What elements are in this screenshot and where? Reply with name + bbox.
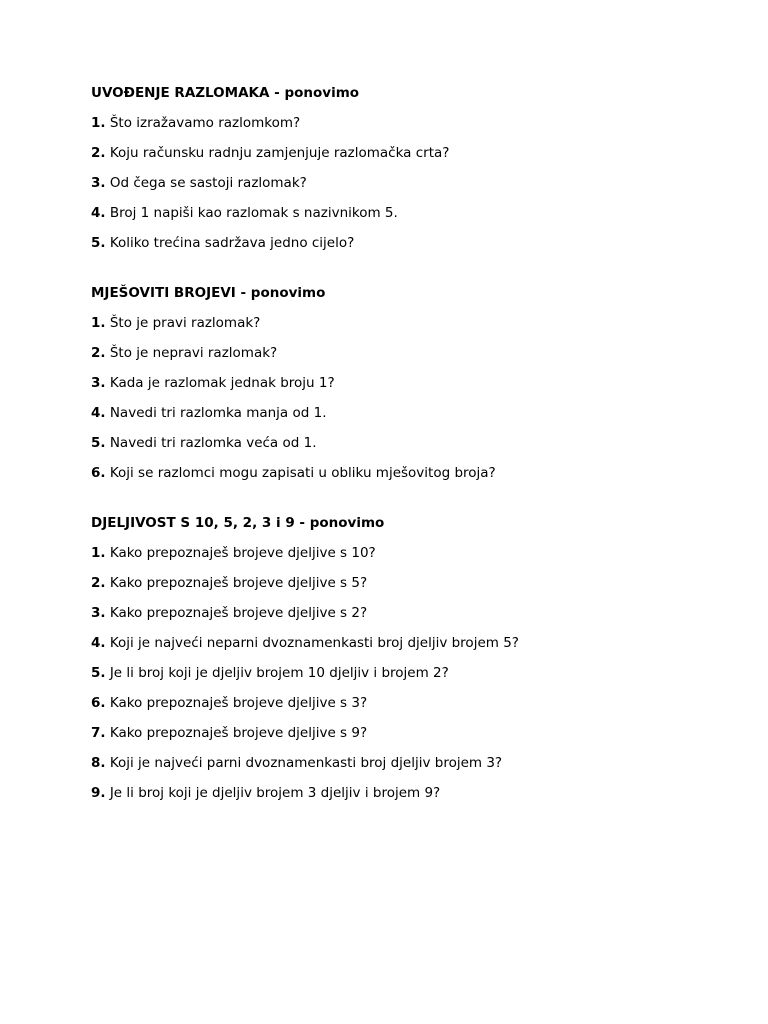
- question-number: 6.: [91, 695, 106, 711]
- question-item: [91, 313, 731, 333]
- question-item: [91, 373, 731, 393]
- question-number: 2.: [91, 345, 106, 361]
- question-number: 4.: [91, 635, 106, 651]
- question-item: [91, 113, 731, 133]
- question-item: [91, 783, 731, 803]
- question-item: [91, 663, 731, 683]
- question-text: Koji je najveći parni dvoznamenkasti broj djeljiv brojem 3?: [109, 755, 503, 771]
- question-text: Navedi tri razlomka manja od 1.: [109, 405, 327, 421]
- section-djeljivost: [91, 513, 731, 803]
- question-item: [91, 403, 731, 423]
- question-text: Navedi tri razlomka veća od 1.: [109, 435, 317, 451]
- question-text: Kako prepoznaješ brojeve djeljive s 3?: [109, 695, 368, 711]
- question-number: 2.: [91, 145, 106, 161]
- question-number: 5.: [91, 435, 106, 451]
- section-title: MJEŠOVITI BROJEVI - ponovimo: [91, 285, 326, 301]
- question-number: 5.: [91, 665, 106, 681]
- question-number: 1.: [91, 115, 106, 131]
- question-number: 4.: [91, 405, 106, 421]
- section-mjesoviti-brojevi: [91, 283, 731, 483]
- question-text: Koji se razlomci mogu zapisati u obliku mješovitog broja?: [109, 465, 496, 481]
- question-text: Je li broj koji je djeljiv brojem 3 djeljiv i brojem 9?: [109, 785, 441, 801]
- question-item: [91, 173, 731, 193]
- question-text: Što je nepravi razlomak?: [109, 345, 278, 361]
- question-text: Kako prepoznaješ brojeve djeljive s 10?: [109, 545, 376, 561]
- question-number: 3.: [91, 375, 106, 391]
- question-text: Koji je najveći neparni dvoznamenkasti broj djeljiv brojem 5?: [109, 635, 519, 651]
- question-item: [91, 343, 731, 363]
- question-number: 1.: [91, 315, 106, 331]
- question-item: [91, 603, 731, 623]
- question-text: Kako prepoznaješ brojeve djeljive s 5?: [109, 575, 368, 591]
- section-title: DJELJIVOST S 10, 5, 2, 3 i 9 - ponovimo: [91, 515, 385, 531]
- question-text: Koju računsku radnju zamjenjuje razlomačka crta?: [109, 145, 450, 161]
- question-text: Od čega se sastoji razlomak?: [109, 175, 307, 191]
- question-text: Je li broj koji je djeljiv brojem 10 djeljiv i brojem 2?: [109, 665, 449, 681]
- document-page: [91, 83, 731, 833]
- question-item: [91, 573, 731, 593]
- question-item: [91, 723, 731, 743]
- question-item: [91, 143, 731, 163]
- question-text: Koliko trećina sadržava jedno cijelo?: [109, 235, 355, 251]
- question-number: 7.: [91, 725, 106, 741]
- question-number: 4.: [91, 205, 106, 221]
- question-number: 1.: [91, 545, 106, 561]
- question-item: [91, 203, 731, 223]
- question-number: 6.: [91, 465, 106, 481]
- question-text: Broj 1 napiši kao razlomak s nazivnikom 5.: [109, 205, 398, 221]
- question-text: Što izražavamo razlomkom?: [109, 115, 301, 131]
- question-text: Kako prepoznaješ brojeve djeljive s 9?: [109, 725, 368, 741]
- question-number: 2.: [91, 575, 106, 591]
- question-item: [91, 633, 731, 653]
- question-item: [91, 693, 731, 713]
- question-item: [91, 233, 731, 253]
- question-text: Kada je razlomak jednak broju 1?: [109, 375, 335, 391]
- section-title: UVOĐENJE RAZLOMAKA - ponovimo: [91, 85, 360, 101]
- question-text: Kako prepoznaješ brojeve djeljive s 2?: [109, 605, 368, 621]
- question-number: 9.: [91, 785, 106, 801]
- question-number: 8.: [91, 755, 106, 771]
- section-uvodenje-razlomaka: [91, 83, 731, 253]
- question-item: [91, 463, 731, 483]
- question-item: [91, 543, 731, 563]
- question-text: Što je pravi razlomak?: [109, 315, 261, 331]
- question-number: 3.: [91, 605, 106, 621]
- question-number: 5.: [91, 235, 106, 251]
- question-number: 3.: [91, 175, 106, 191]
- question-item: [91, 753, 731, 773]
- question-item: [91, 433, 731, 453]
